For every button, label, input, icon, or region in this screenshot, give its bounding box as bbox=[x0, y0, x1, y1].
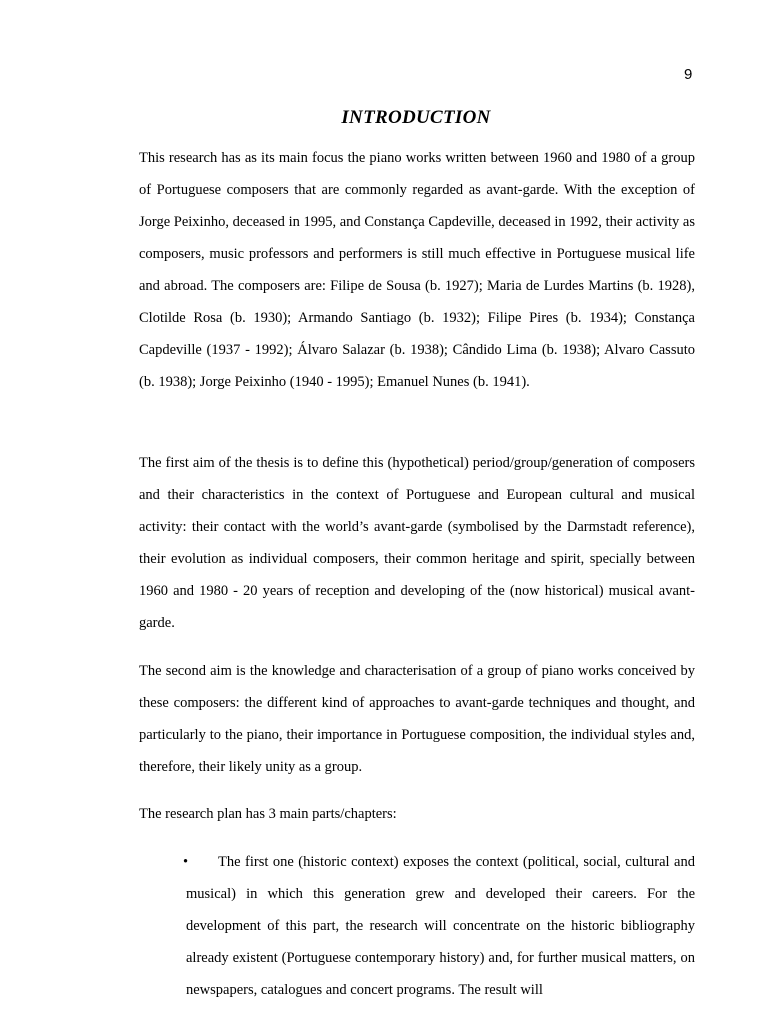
paragraph-intro: This research has as its main focus the piano works written between 1960 and 1980 of a group of Portuguese composers that are commonly regarded as avant-garde. With the exception of Jorge Peixinho, deceased in 1995, and Constança Capdeville, deceased in 1992, their activity as composers, music professors and performers is still much effective in Portuguese musical life and abroad. The composers are: Filipe de Sousa (b. 1927); Maria de Lurdes Martins (b. 1928), Clotilde Rosa (b. 1930); Armando Santiago (b. 1932); Filipe Pires (b. 1934); Constança Capdeville (1937 - 1992); Álvaro Salazar (b. 1938); Cândido Lima (b. 1938); Alvaro Cassuto (b. 1938); Jorge Peixinho (1940 - 1995); Emanuel Nunes (b. 1941). bbox=[139, 150, 695, 390]
paragraph-research-plan: The research plan has 3 main parts/chapters: bbox=[139, 806, 397, 822]
bullet-text: The first one (historic context) exposes the context (political, social, cultural and musical) in which this generation grew and developed their careers. For the development of this part, the research will concentrate on the historic bibliography already existent (Portuguese contemporary history) and, for further musical matters, on newspapers, catalogues and concert programs. The result will bbox=[186, 854, 695, 998]
section-heading: INTRODUCTION bbox=[341, 107, 491, 128]
paragraph-second-aim: The second aim is the knowledge and characterisation of a group of piano works conceived by these composers: the different kind of approaches to avant-garde techniques and thought, and particularly to the piano, their importance in Portuguese composition, the individual styles and, therefore, their likely unity as a group. bbox=[139, 663, 695, 775]
paragraph-first-aim: The first aim of the thesis is to define this (hypothetical) period/group/generation of composers and their characteristics in the context of Portuguese and European cultural and musical activity: their contact with the world’s avant-garde (symbolised by the Darmstadt reference), their evolution as individual composers, their common heritage and spirit, specially between 1960 and 1980 - 20 years of reception and developing of the (now historical) musical avant-garde. bbox=[139, 455, 695, 631]
page-number: 9 bbox=[684, 66, 693, 83]
bullet-icon: • bbox=[183, 854, 189, 870]
